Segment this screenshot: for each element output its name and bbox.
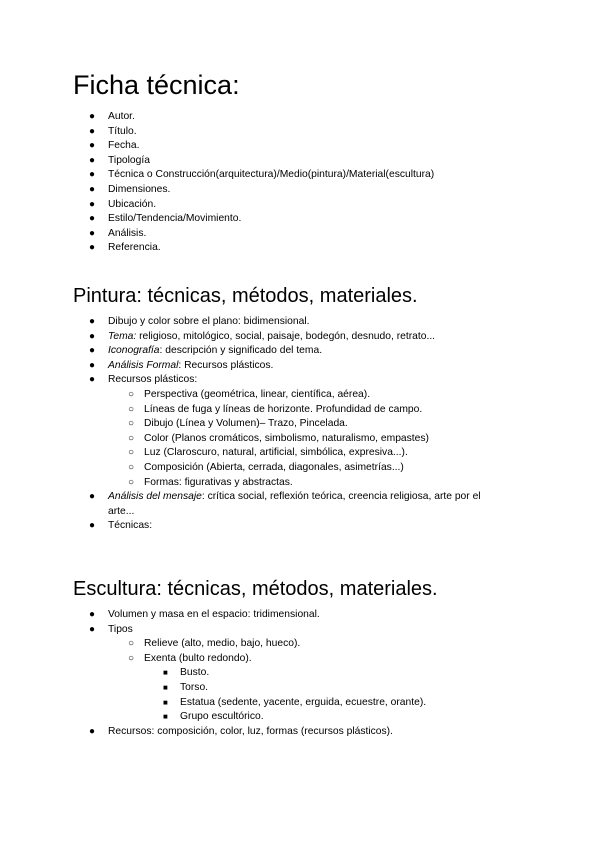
bullet-icon: ● [89, 213, 96, 225]
sub-sub-list-item: ■ Torso. [73, 681, 523, 696]
list-item: ● Dibujo y color sobre el plano: bidimensional. [73, 315, 523, 330]
circle-bullet-icon: ○ [128, 432, 135, 444]
sub-list-item: ○ Dibujo (Línea y Volumen)– Trazo, Pincelada. [73, 417, 523, 432]
sub-list-item: ○ Relieve (alto, medio, bajo, hueco). [73, 637, 523, 652]
item-label: Tema: [108, 330, 137, 342]
bullet-icon: ● [89, 374, 96, 386]
circle-bullet-icon: ○ [128, 638, 135, 650]
list-item: ● Tipos [73, 623, 523, 638]
bullet-icon: ● [89, 198, 96, 210]
section-title-escultura: Escultura: técnicas, métodos, materiales. [73, 578, 438, 600]
bullet-icon: ● [89, 111, 96, 122]
square-bullet-icon: ■ [163, 682, 168, 692]
bullet-icon: ● [89, 609, 96, 620]
circle-bullet-icon: ○ [128, 447, 135, 459]
bullet-icon: ● [89, 491, 96, 503]
bullet-icon: ● [89, 520, 96, 532]
sub-list-item: ○ Color (Planos cromáticos, simbolismo, naturalismo, empastes) [73, 432, 523, 447]
sub-sub-list-item: ■ Grupo escultórico. [73, 710, 523, 725]
square-bullet-icon: ■ [163, 668, 168, 678]
bullet-icon: ● [89, 316, 96, 327]
square-bullet-icon: ■ [163, 712, 168, 722]
list-item: ● Estilo/Tendencia/Movimiento. [73, 212, 553, 227]
sub-list-item: ○ Composición (Abierta, cerrada, diagonales, asimetrías...) [73, 461, 523, 476]
circle-bullet-icon: ○ [128, 388, 135, 400]
item-label: Iconografía [108, 345, 160, 357]
section-title-pintura: Pintura: técnicas, métodos, materiales. [73, 285, 418, 307]
list-item: ● Análisis del mensaje: crítica social, reflexión teórica, creencia religiosa, arte por el arte... [89, 491, 481, 517]
list-item: ● Volumen y masa en el espacio: tridimensional. [73, 608, 523, 623]
bullet-icon: ● [89, 359, 96, 371]
square-bullet-icon: ■ [163, 697, 168, 707]
sub-list-item: ○ Líneas de fuga y líneas de horizonte. Profundidad de campo. [73, 403, 523, 418]
sub-list-item: ○ Exenta (bulto redondo). [73, 652, 523, 667]
circle-bullet-icon: ○ [128, 652, 135, 664]
bullet-icon: ● [89, 623, 96, 635]
list-item: ● Dimensiones. [73, 183, 553, 198]
sub-sub-list-item: ■ Estatua (sedente, yacente, erguida, ecuestre, orante). [73, 696, 523, 711]
list-item: ● Tema: religioso, mitológico, social, paisaje, bodegón, desnudo, retrato... [73, 330, 523, 345]
bullet-icon: ● [89, 154, 96, 166]
bullet-icon: ● [89, 227, 96, 239]
list-item: ● Referencia. [73, 241, 553, 256]
bullet-icon: ● [89, 183, 96, 195]
list-item: ● Técnica o Construcción(arquitectura)/Medio(pintura)/Material(escultura) [73, 168, 553, 183]
list-item: ● Recursos plásticos: [73, 373, 523, 388]
list-item: ● Autor. [73, 110, 553, 125]
list-item: ● Análisis Formal: Recursos plásticos. [73, 359, 523, 374]
list-item: ● Recursos: composición, color, luz, formas (recursos plásticos). [73, 725, 523, 740]
bullet-icon: ● [89, 330, 96, 342]
bullet-icon: ● [89, 242, 96, 254]
list-item: ● Técnicas: [73, 519, 523, 534]
ficha-tecnica-list [73, 110, 553, 256]
sub-list-item: ○ Perspectiva (geométrica, linear, científica, aérea). [73, 388, 523, 403]
bullet-icon: ● [89, 345, 96, 357]
item-label: Análisis del mensaje [108, 491, 202, 503]
circle-bullet-icon: ○ [128, 461, 135, 473]
item-label: Análisis Formal [108, 359, 179, 371]
circle-bullet-icon: ○ [128, 403, 135, 415]
bullet-icon: ● [89, 125, 96, 137]
list-item: ● Tipología [73, 154, 553, 169]
pintura-list [73, 315, 523, 534]
circle-bullet-icon: ○ [128, 476, 135, 488]
bullet-icon: ● [89, 725, 96, 737]
sub-sub-list-item: ■ Busto. [73, 666, 523, 681]
section-title-ficha-tecnica: Ficha técnica: [73, 70, 240, 100]
bullet-icon: ● [89, 169, 96, 181]
list-item: ● Título. [73, 125, 553, 140]
list-item: ● Iconografía: descripción y significado del tema. [73, 344, 523, 359]
circle-bullet-icon: ○ [128, 418, 135, 430]
bullet-icon: ● [89, 140, 96, 152]
list-item: ● Análisis. [73, 227, 553, 242]
list-item: ● Fecha. [73, 139, 553, 154]
sub-list-item: ○ Luz (Claroscuro, natural, artificial, simbólica, expresiva...). [73, 446, 523, 461]
sub-list-item: ○ Formas: figurativas y abstractas. [73, 476, 523, 491]
escultura-list [73, 608, 523, 739]
list-item: ● Ubicación. [73, 198, 553, 213]
